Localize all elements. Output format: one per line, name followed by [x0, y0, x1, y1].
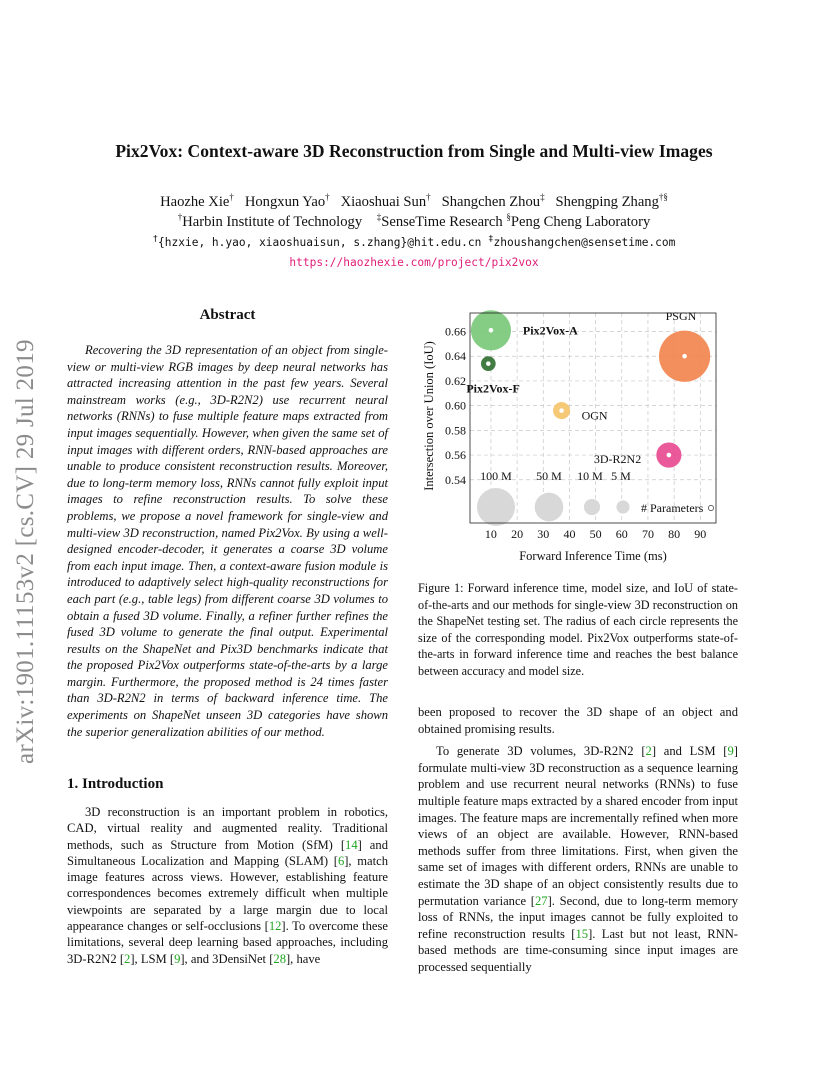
author-emails [0, 236, 828, 249]
size-legend-label: 10 M [577, 469, 603, 483]
email-mark: † [152, 234, 159, 245]
citation-link[interactable]: 28 [273, 951, 286, 966]
size-legend-circle [535, 493, 564, 522]
affiliation-list [0, 214, 828, 231]
author-name: Xiaoshuai Sun [340, 194, 427, 210]
x-tick-label: 40 [563, 527, 576, 541]
x-axis-label: Forward Inference Time (ms) [519, 549, 667, 563]
author-name: Shangchen Zhou [441, 194, 541, 210]
email-mark: ‡ [488, 234, 494, 245]
y-tick-label: 0.60 [445, 398, 466, 413]
data-point-marker [682, 354, 687, 359]
email-group: {hzxie, h.yao, xiaoshuaisun, s.zhang}@hit.edu.cn [158, 236, 482, 249]
body-paragraph: been proposed to recover the 3D shape of an object and obtained promising results. [418, 705, 738, 736]
size-legend-circle [477, 488, 515, 526]
abstract-body [67, 342, 388, 740]
affiliation-mark: † [177, 212, 183, 223]
size-legend-label: 50 M [536, 469, 562, 483]
y-tick-label: 0.66 [445, 324, 466, 339]
author-mark: †§ [658, 192, 668, 203]
data-label: Pix2Vox-A [522, 323, 578, 338]
body-paragraph [418, 743, 738, 975]
text-run: ], match image features across views. However, establishing feature correspondences becomes extremely difficult when multiple viewpoints are separated by a large margin due to local appearance changes or self-occlusions [ [67, 853, 388, 934]
text-run: ] and LSM [ [651, 744, 728, 759]
text-run: ] formulate multi-view 3D reconstruction as a sequence learning problem and use recurrent neural networks (RNNs) to fuse multiple feature maps extracted by a shared encoder from input images. The feature maps are incrementally refined when more views of an object are available. However, RNN-based methods suffer from three limitations. First, when given the same set of images with different orders, RNNs are unable to estimate the 3D shape of an object consistently results due to permutation variance [ [418, 744, 738, 908]
affiliation-mark: ‡ [376, 212, 382, 223]
y-tick-label: 0.54 [445, 472, 466, 487]
citation-link[interactable]: 2 [124, 951, 131, 966]
citation-link[interactable]: 9 [727, 744, 734, 759]
x-tick-label: 60 [615, 527, 628, 541]
text-run: ], and 3DensiNet [ [180, 951, 274, 966]
citation-link[interactable]: 15 [575, 926, 589, 941]
project-link[interactable]: https://haozhexie.com/project/pix2vox [289, 256, 539, 269]
figure-caption: Figure 1: Forward inference time, model size, and IoU of state-of-the-arts and our methods for single-view 3D reconstruction on the ShapeNet testing set. The radius of each circle represents the size of the corresponding model. Pix2Vox outperforms state-of-the-arts in forward inference time and reaches the best balance between accuracy and model size. [418, 581, 738, 678]
data-label: 3D-R2N2 [593, 452, 642, 467]
data-point-marker [489, 328, 494, 333]
size-legend-title: # Parameters [641, 501, 704, 515]
text-run: 3D reconstruction is an important problem in robotics, CAD, virtual reality and augmented reality. Traditional methods, such as Structure from Motion (SfM) [ [67, 805, 388, 852]
data-point-marker [667, 453, 672, 458]
intro-paragraph [67, 804, 388, 967]
author-mark: † [229, 192, 234, 203]
y-tick-label: 0.64 [445, 349, 466, 364]
affiliation-name: Harbin Institute of Technology [182, 214, 363, 230]
author-mark: ‡ [540, 192, 545, 203]
text-run: ] and Simultaneous Localization and Mapping (SLAM) [ [67, 837, 388, 868]
section-heading-introduction: 1. Introduction [67, 776, 164, 792]
text-run: ]. Last but not least, RNN-based methods are time-consuming since input images are processed sequentially [418, 926, 739, 974]
paper-title: Pix2Vox: Context-aware 3D Reconstruction from Single and Multi-view Images [115, 141, 713, 161]
size-legend-label: 100 M [480, 469, 512, 483]
author-mark: † [325, 192, 330, 203]
citation-link[interactable]: 27 [535, 893, 548, 908]
size-legend-circle [584, 499, 600, 515]
citation-link[interactable]: 2 [645, 744, 652, 759]
text-run: ], have [285, 951, 321, 966]
x-tick-label: 20 [511, 527, 524, 541]
size-legend [477, 488, 630, 526]
citation-link[interactable]: 12 [268, 919, 282, 934]
x-tick-label: 80 [668, 527, 681, 541]
data-point-marker [559, 408, 564, 413]
data-point-marker [486, 361, 491, 366]
text-run: To generate 3D volumes, 3D-R2N2 [ [436, 744, 646, 759]
x-tick-label: 50 [589, 527, 602, 541]
citation-link[interactable]: 9 [174, 951, 181, 966]
text-run: ]. To overcome these limitations, several deep learning based approaches, including 3D-R2N2 [ [67, 919, 388, 966]
y-tick-label: 0.58 [445, 423, 466, 438]
affiliation-name: Peng Cheng Laboratory [510, 214, 651, 230]
x-tick-label: 70 [641, 527, 654, 541]
author-mark: † [426, 192, 431, 203]
citation-link[interactable]: 6 [337, 853, 345, 868]
affiliation-name: SenseTime Research [381, 214, 503, 230]
text-run: ], LSM [ [130, 951, 175, 966]
size-legend-label: 5 M [611, 469, 631, 483]
data-label: OGN [581, 408, 608, 423]
y-axis-label: Intersection over Union (IoU) [422, 341, 436, 491]
author-name: Hongxun Yao [244, 194, 326, 210]
text-run: ]. Second, due to long-term memory loss of RNNs, the input images cannot be fully exploited to refine reconstruction results [ [418, 893, 738, 941]
email-address: zhoushangchen@sensetime.com [493, 236, 676, 249]
figure-1-bubble-chart [418, 305, 740, 567]
author-name: Shengping Zhang [555, 194, 659, 210]
x-tick-label: 30 [537, 527, 550, 541]
y-tick-label: 0.62 [445, 373, 466, 388]
abstract-paragraph: Recovering the 3D representation of an object from single-view or multi-view RGB images by deep neural networks has attracted increasing attention in the past few years. Several mainstream works (e.g., 3D-R2N2) use recurrent neural networks (RNNs) to fuse multiple feature maps extracted from input images sequentially. However, when given the same set of input images with different orders, RNN-based approaches are unable to produce consistent reconstruction results. Moreover, due to long-term memory loss, RNNs cannot fully exploit input images to refine reconstruction results. To solve these problems, we propose a novel framework for single-view and multi-view 3D reconstruction, named Pix2Vox. By using a well-designed encoder-decoder, it generates a coarse 3D volume from each input image. Then, a context-aware fusion module is introduced to adaptively select high-quality reconstructions for each part (e.g., table legs) from different coarse 3D volumes to obtain a fused 3D volume. Finally, a refiner further refines the fused 3D volume to generate the final output. Experimental results on the ShapeNet and Pix3D benchmarks indicate that the proposed Pix2Vox outperforms state-of-the-arts by a large margin. Furthermore, the proposed method is 24 times faster than 3D-R2N2 in terms of backward inference time. The experiments on ShapeNet unseen 3D categories have shown the superior generalization abilities of our method. [67, 343, 388, 739]
intro-body [67, 804, 388, 967]
size-legend-circle [616, 500, 629, 513]
author-name: Haozhe Xie [160, 194, 230, 210]
citation-link[interactable]: 14 [345, 837, 358, 852]
right-column-body [418, 704, 738, 982]
data-label: PSGN [665, 309, 697, 324]
abstract-heading: Abstract [199, 307, 256, 323]
data-label: Pix2Vox-F [466, 381, 520, 396]
arxiv-stamp: arXiv:1901.11153v2 [cs.CV] 29 Jul 2019 [12, 339, 39, 764]
x-tick-label: 10 [484, 527, 497, 541]
x-tick-label: 90 [694, 527, 707, 541]
y-tick-label: 0.56 [445, 448, 466, 463]
author-list [0, 194, 828, 211]
affiliation-mark: § [506, 212, 511, 223]
size-legend-marker [708, 505, 713, 510]
